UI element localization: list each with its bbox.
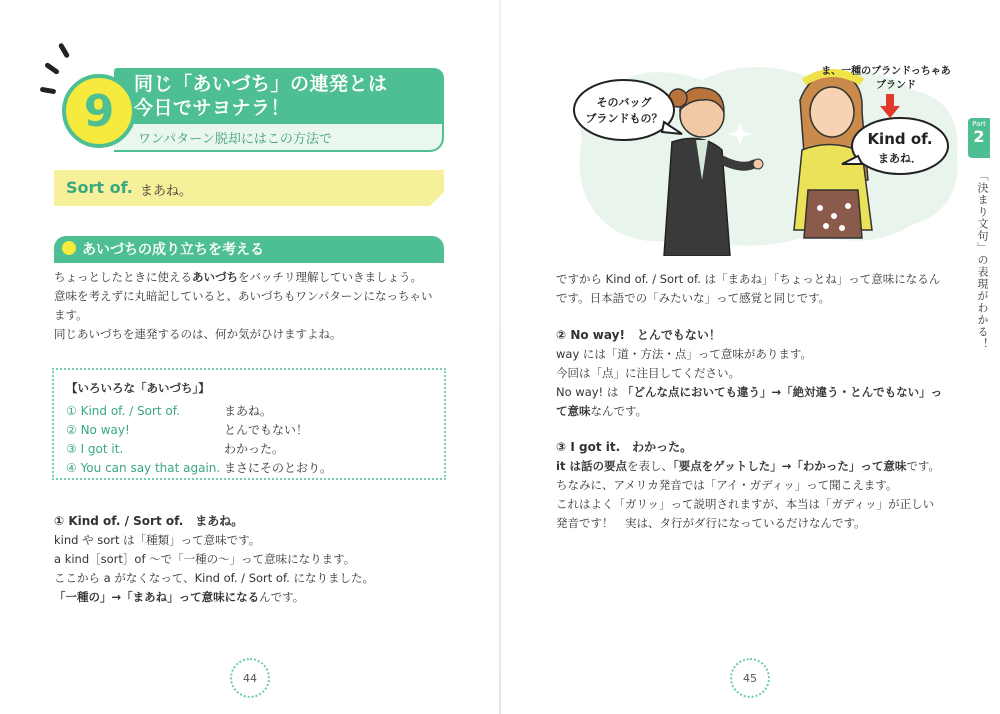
key-phrase-english: Sort of. — [66, 178, 133, 197]
speech-left-line2: ブランドもの？ — [585, 112, 663, 125]
speech-left-line1: そのバッグ — [596, 96, 652, 109]
aizuchi-row: ① Kind of. / Sort of. まあね。 — [66, 404, 273, 418]
point-1: ① Kind of. / Sort of. まあね。 kind や sort は「種類」って意味です。 a kind［sort］of 〜で「一種の〜」って意味になります。 ここから a がなくなって、Kind of. / Sort of. になりました。 「一種の」→「まあね」って意味になるんです。 — [54, 514, 374, 604]
speech-right-japanese: まあね． — [878, 152, 922, 165]
point-3: ③ I got it. わかった。 it は話の要点を表し、「要点をゲットした」→「わかった」って意味です。 ちなみに、アメリカ発音では「アイ・ガディッ」って聞こえます。 これはよく「ガリッ」って説明されますが、本当は「ガディッ」が正しい 発音です！ 実は、タ行がダ行になっているだけなんです。 — [556, 440, 940, 530]
aizuchi-box-title: 【いろいろな「あいづち」】 — [66, 381, 210, 395]
sidebar-vertical-title: 「決まり文句」の表現がわかる！ — [976, 170, 989, 350]
key-phrase-band — [54, 170, 444, 206]
page-number-left: 44 — [230, 658, 270, 698]
intro-paragraph: ちょっとしたときに使えるあいづちをバッチリ理解していきましょう。 意味を考えずに丸暗記していると、あいづちもワンパターンになっちゃい ます。 同じあいづちを連発するのは、何か気がひけますよね。 — [54, 270, 433, 341]
page-spine — [499, 0, 501, 714]
point-3-heading: ③ I got it. わかった。 — [556, 440, 693, 454]
speech-bubble-left — [574, 80, 674, 140]
illustration — [572, 60, 962, 256]
point-1-heading: ① Kind of. / Sort of. まあね。 — [54, 514, 244, 528]
part-tab: Part 2 — [968, 118, 990, 158]
chapter-header — [68, 68, 444, 152]
section-title: あいづちの成り立ちを考える — [82, 242, 264, 258]
aizuchi-row: ② No way! とんでもない！ — [66, 423, 309, 437]
note-line1: ま、一種のブランドっちゃあ — [821, 66, 951, 77]
point-2: ② No way! とんでもない！ way には「道・方法・点」って意味があります。 今回は「点」に注目してください。 No way! は 「どんな点においても違う」→「絶対違う・とんでもない」っ て意味なんです。 — [556, 328, 943, 418]
aizuchi-row: ③ I got it. わかった。 — [66, 442, 285, 456]
chapter-number: 9 — [62, 74, 136, 148]
section-dot-icon — [62, 241, 76, 255]
page-number-right: 45 — [730, 658, 770, 698]
chapter-title: 同じ「あいづち」の連発とは 今日でサヨナラ！ — [134, 73, 388, 119]
right-intro: ですから Kind of. / Sort of. は「まあね」「ちょっとね」って意味になるん です。日本語での「みたいな」って感覚と同じです。 — [556, 272, 941, 305]
aizuchi-row: ④ You can say that again. まさにそのとおり。 — [66, 461, 333, 475]
chapter-subtitle: ワンパターン脱却にはこの方法で — [138, 132, 332, 147]
speech-right-english: Kind of. — [867, 130, 933, 148]
aizuchi-box — [52, 368, 446, 480]
section-heading — [54, 236, 444, 260]
note-line2: ブランド — [876, 80, 916, 91]
key-phrase-japanese: まあね。 — [140, 184, 193, 199]
point-2-heading: ② No way! とんでもない！ — [556, 328, 721, 342]
